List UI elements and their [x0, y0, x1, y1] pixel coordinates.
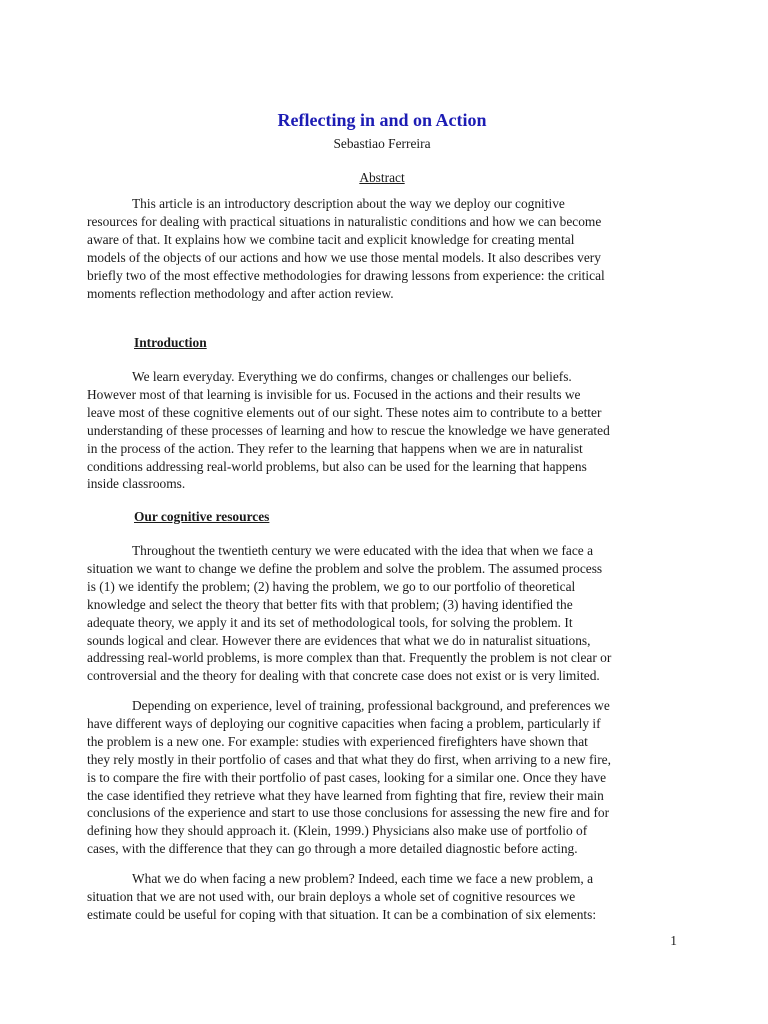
cognitive-resources-paragraph-1	[87, 542, 677, 685]
text-line: situation that we are not used with, our brain deploys a whole set of cognitive resources we	[87, 888, 576, 904]
abstract-paragraph	[87, 195, 677, 302]
document-title: Reflecting in and on Action	[277, 110, 487, 130]
text-line: Throughout the twentieth century we were educated with the idea that when we face a	[132, 543, 594, 558]
text-line: understanding of these processes of learning and how to rescue the knowledge we have generated	[87, 422, 610, 438]
text-line: This article is an introductory description about the way we deploy our cognitive	[132, 196, 565, 211]
text-line: addressing real-world problems, is more complex than that. Frequently the problem is not clear or	[87, 650, 612, 666]
page-number: 1	[670, 933, 677, 948]
text-line: knowledge and select the theory that better fits with that problem; (3) having identified the	[87, 596, 573, 612]
text-line: We learn everyday. Everything we do confirms, changes or challenges our beliefs.	[132, 369, 572, 384]
text-line: estimate could be useful for coping with that situation. It can be a combination of six elements:	[87, 906, 597, 922]
text-line: in the process of the action. They refer to the learning that happens when we are in naturalist	[87, 440, 583, 456]
text-line: the problem is a new one. For example: studies with experienced firefighters have shown that	[87, 733, 588, 749]
text-line: have different ways of deploying our cognitive capacities when facing a problem, particularly if	[87, 715, 601, 731]
text-line: conclusions of the experience and start to use those conclusions for assessing the new fire and for	[87, 805, 610, 821]
text-line: leave most of these cognitive elements out of our sight. These notes aim to contribute to a better	[87, 404, 602, 420]
text-line: models of the objects of our actions and how we use those mental models. It also describes very	[87, 249, 601, 265]
text-line: cases, with the difference that they can go through a more detailed diagnostic before acting.	[87, 841, 578, 857]
introduction-paragraph	[87, 368, 677, 493]
document-author: Sebastiao Ferreira	[333, 136, 431, 151]
text-line: defining how they should approach it. (Klein, 1999.) Physicians also make use of portfolio of	[87, 823, 588, 839]
text-line: inside classrooms.	[87, 476, 186, 492]
section-heading-cognitive-resources: Our cognitive resources	[134, 509, 270, 524]
text-line: moments reflection methodology and after action review.	[87, 285, 394, 301]
text-line: sounds logical and clear. However there are evidences that what we do in naturalist situations,	[87, 632, 591, 648]
cognitive-resources-paragraph-2	[87, 697, 677, 858]
text-line: However most of that learning is invisible for us. Focused in the actions and their results we	[87, 386, 581, 402]
abstract-heading: Abstract	[359, 170, 405, 185]
text-line: What we do when facing a new problem? Indeed, each time we face a new problem, a	[132, 871, 594, 886]
section-heading-introduction: Introduction	[134, 335, 207, 350]
text-line: conditions addressing real-world problems, but also can be used for the learning that happens	[87, 458, 587, 474]
text-line: Depending on experience, level of training, professional background, and preferences we	[132, 698, 610, 713]
text-line: aware of that. It explains how we combine tacit and explicit knowledge for creating mental	[87, 231, 575, 247]
text-line: situation we want to change we define the problem and solve the problem. The assumed process	[87, 560, 603, 576]
text-line: resources for dealing with practical situations in naturalistic conditions and how we can become	[87, 213, 602, 229]
text-line: is to compare the fire with their portfolio of past cases, looking for a similar one. Once they have	[87, 769, 607, 785]
text-line: controversial and the theory for dealing with that concrete case does not exist or is very limited.	[87, 668, 600, 684]
text-line: they rely mostly in their portfolio of cases and that what they do first, when arriving to a new fire,	[87, 751, 611, 767]
text-line: adequate theory, we apply it and its set of methodological tools, for solving the problem. It	[87, 614, 573, 630]
document-page	[87, 0, 677, 1024]
text-line: briefly two of the most effective methodologies for drawing lessons from experience: the critical	[87, 267, 605, 283]
text-line: the case identified they retrieve what they have learned from fighting that fire, review their main	[87, 787, 604, 803]
text-line: is (1) we identify the problem; (2) having the problem, we go to our portfolio of theoretical	[87, 578, 576, 594]
cognitive-resources-paragraph-3	[87, 870, 677, 924]
